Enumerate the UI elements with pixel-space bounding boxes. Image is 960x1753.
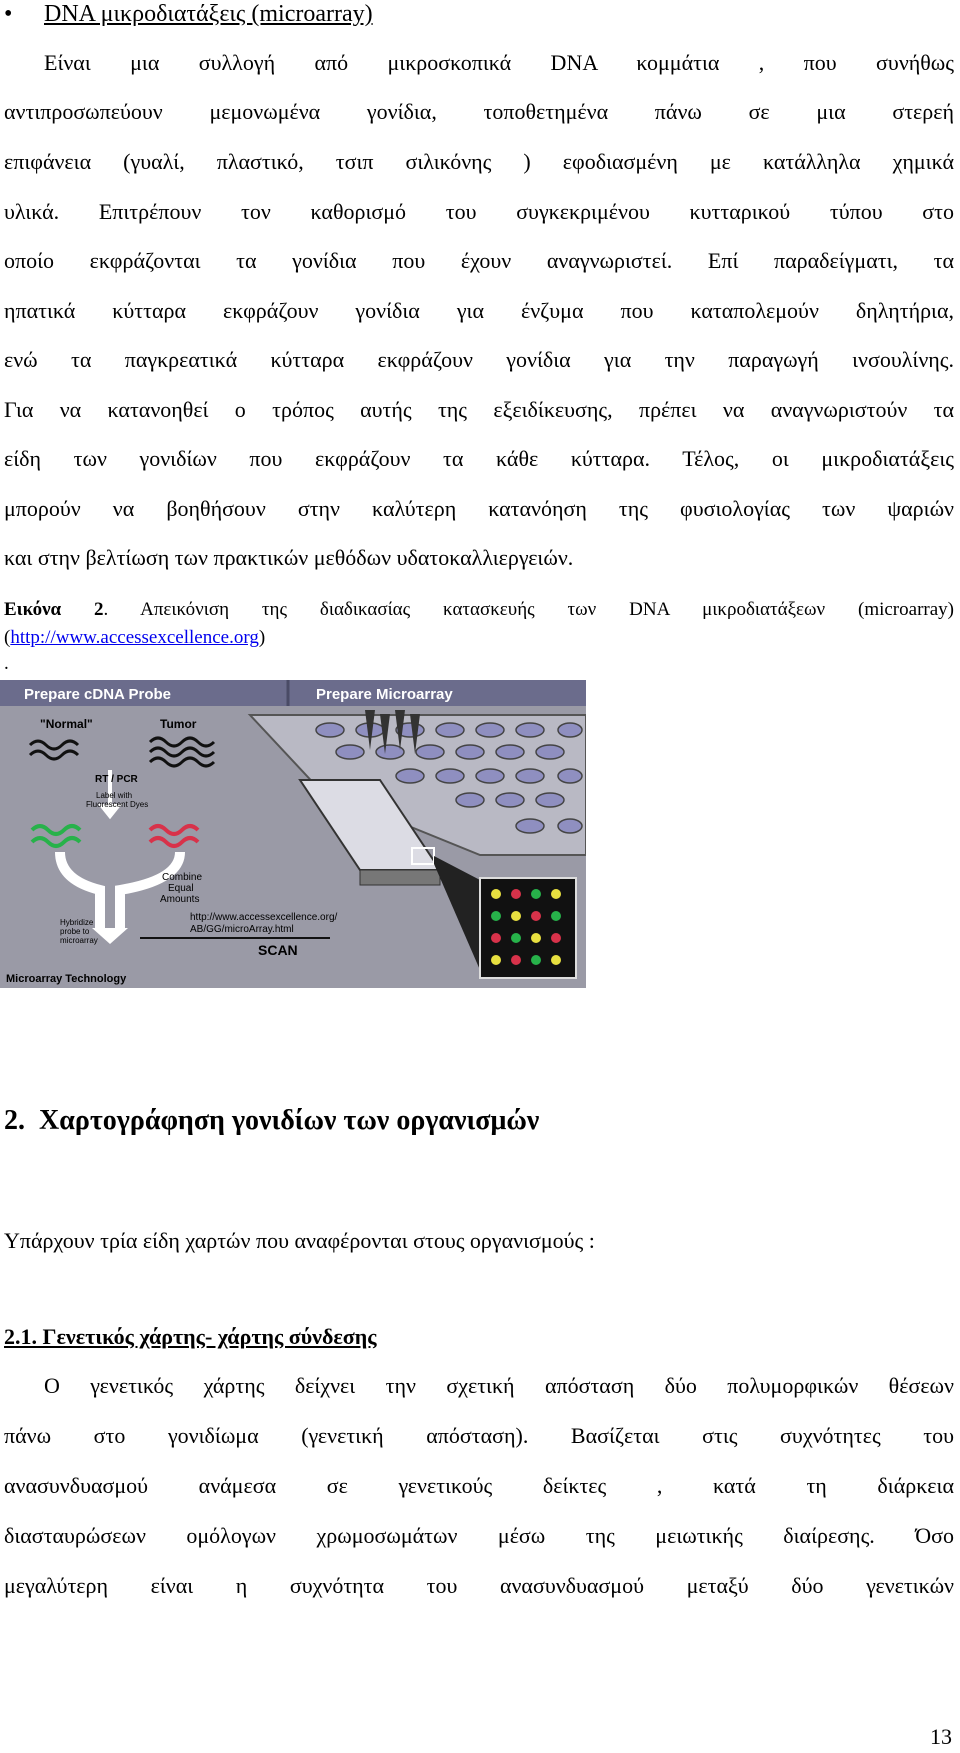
figure-scan-label: SCAN bbox=[258, 942, 298, 958]
bullet-icon: • bbox=[4, 1, 13, 27]
bullet-heading: DNA μικροδιατάξεις (microarray) bbox=[44, 1, 373, 27]
caption-link[interactable]: http://www.accessexcellence.org bbox=[10, 627, 259, 648]
intro-text: Υπάρχουν τρία είδη χαρτών που αναφέρονται στους οργανισμούς : bbox=[4, 1228, 595, 1253]
figure-normal-label: "Normal" bbox=[40, 717, 93, 731]
caption-dot: . bbox=[4, 653, 9, 674]
figure-combine-3: Amounts bbox=[160, 894, 200, 905]
p1-line: αντιπροσωπεύουν μεμονωμένα γονίδια, τοποθετημένα πάνω σε μια στερεή bbox=[4, 99, 954, 124]
figure-footer: Microarray Technology bbox=[6, 973, 127, 985]
p1-line: Για να κατανοηθεί ο τρόπος αυτής της εξειδίκευσης, πρέπει να αναγνωριστούν τα bbox=[4, 397, 954, 422]
p1-line: υλικά. Επιτρέπουν τον καθορισμό του συγκεκριμένου κυτταρικού τύπου στο bbox=[4, 199, 954, 224]
caption-paren-close: ) bbox=[258, 627, 266, 648]
section-number: 2. bbox=[4, 1105, 25, 1136]
figure-caption bbox=[4, 596, 954, 624]
figure-hybridize-1: Hybridize bbox=[60, 918, 94, 927]
caption-label: Εικόνα 2 bbox=[4, 599, 104, 620]
figure-right-title: Prepare Microarray bbox=[316, 686, 453, 703]
figure-left-title: Prepare cDNA Probe bbox=[24, 686, 171, 703]
bullet-heading-line bbox=[4, 0, 373, 28]
figure-label-dye-1: Label with bbox=[96, 791, 133, 800]
p2-line: διασταυρώσεων ομόλογων χρωμοσωμάτων μέσω της μειωτικής διαίρεσης. Όσο bbox=[4, 1523, 954, 1548]
section-heading bbox=[4, 1105, 539, 1137]
p1-line: Είναι μια συλλογή από μικροσκοπικά DNA κομμάτια , που συνήθως bbox=[44, 50, 954, 75]
p1-line: είδη των γονιδίων που εκφράζουν τα κάθε κύτταρα. Τέλος, οι μικροδιατάξεις bbox=[4, 446, 954, 471]
p2-line: ανασυνδυασμού ανάμεσα σε γενετικούς δείκτες , κατά τη διάρκεια bbox=[4, 1473, 954, 1498]
caption-paren-open: ( bbox=[4, 627, 11, 648]
p2-line: μεγαλύτερη είναι η συχνότητα του ανασυνδυασμού μεταξύ δύο γενετικών bbox=[4, 1573, 954, 1598]
p1-line: ηπατικά κύτταρα εκφράζουν γονίδια για ένζυμα που καταπολεμούν δηλητήρια, bbox=[4, 298, 954, 323]
p2-line: πάνω στο γονιδίωμα (γενετική απόσταση). Βασίζεται στις συχνότητες του bbox=[4, 1423, 954, 1448]
p2-line: Ο γενετικός χάρτης δείχνει την σχετική απόσταση δύο πολυμορφικών θέσεων bbox=[44, 1373, 954, 1398]
caption-text: . Απεικόνιση της διαδικασίας κατασκευής των DNA μικροδιατάξεων (microarray) bbox=[103, 599, 954, 620]
p1-line: οποίο εκφράζονται τα γονίδια που έχουν αναγνωριστεί. Επί παραδείγματι, τα bbox=[4, 248, 954, 273]
p1-line: μπορούν να βοηθήσουν στην καλύτερη κατανόηση της φυσιολογίας των ψαριών bbox=[4, 496, 954, 521]
microarray-figure bbox=[0, 680, 586, 988]
subsection-heading: 2.1. Γενετικός χάρτης- χάρτης σύνδεσης bbox=[4, 1324, 377, 1349]
figure-combine-2: Equal bbox=[168, 883, 194, 894]
figure-label-dye-2: Fluorescent Dyes bbox=[86, 800, 149, 809]
figure-url-2: AB/GG/microArray.html bbox=[190, 924, 294, 935]
p1-line: και στην βελτίωση των πρακτικών μεθόδων υδατοκαλλιεργειών. bbox=[4, 545, 574, 570]
figure-combine-1: Combine bbox=[162, 872, 203, 883]
p1-line: ενώ τα παγκρεατικά κύτταρα εκφράζουν γονίδια για την παραγωγή ινσουλίνης. bbox=[4, 347, 954, 372]
figure-tumor-label: Tumor bbox=[160, 717, 197, 731]
p1-line: επιφάνεια (γυαλί, πλαστικό, τσιπ σιλικόνης ) εφοδιασμένη με κατάλληλα χημικά bbox=[4, 149, 954, 174]
caption-link-line bbox=[4, 624, 954, 652]
figure-rtpcr-label: RT / PCR bbox=[95, 774, 138, 785]
figure-url-1: http://www.accessexcellence.org/ bbox=[190, 912, 338, 923]
section-title: Χαρτογράφηση γονιδίων των οργανισμών bbox=[39, 1105, 540, 1136]
figure-hybridize-3: microarray bbox=[60, 936, 98, 945]
figure-hybridize-2: probe to bbox=[60, 927, 90, 936]
page-number: 13 bbox=[930, 1724, 952, 1749]
